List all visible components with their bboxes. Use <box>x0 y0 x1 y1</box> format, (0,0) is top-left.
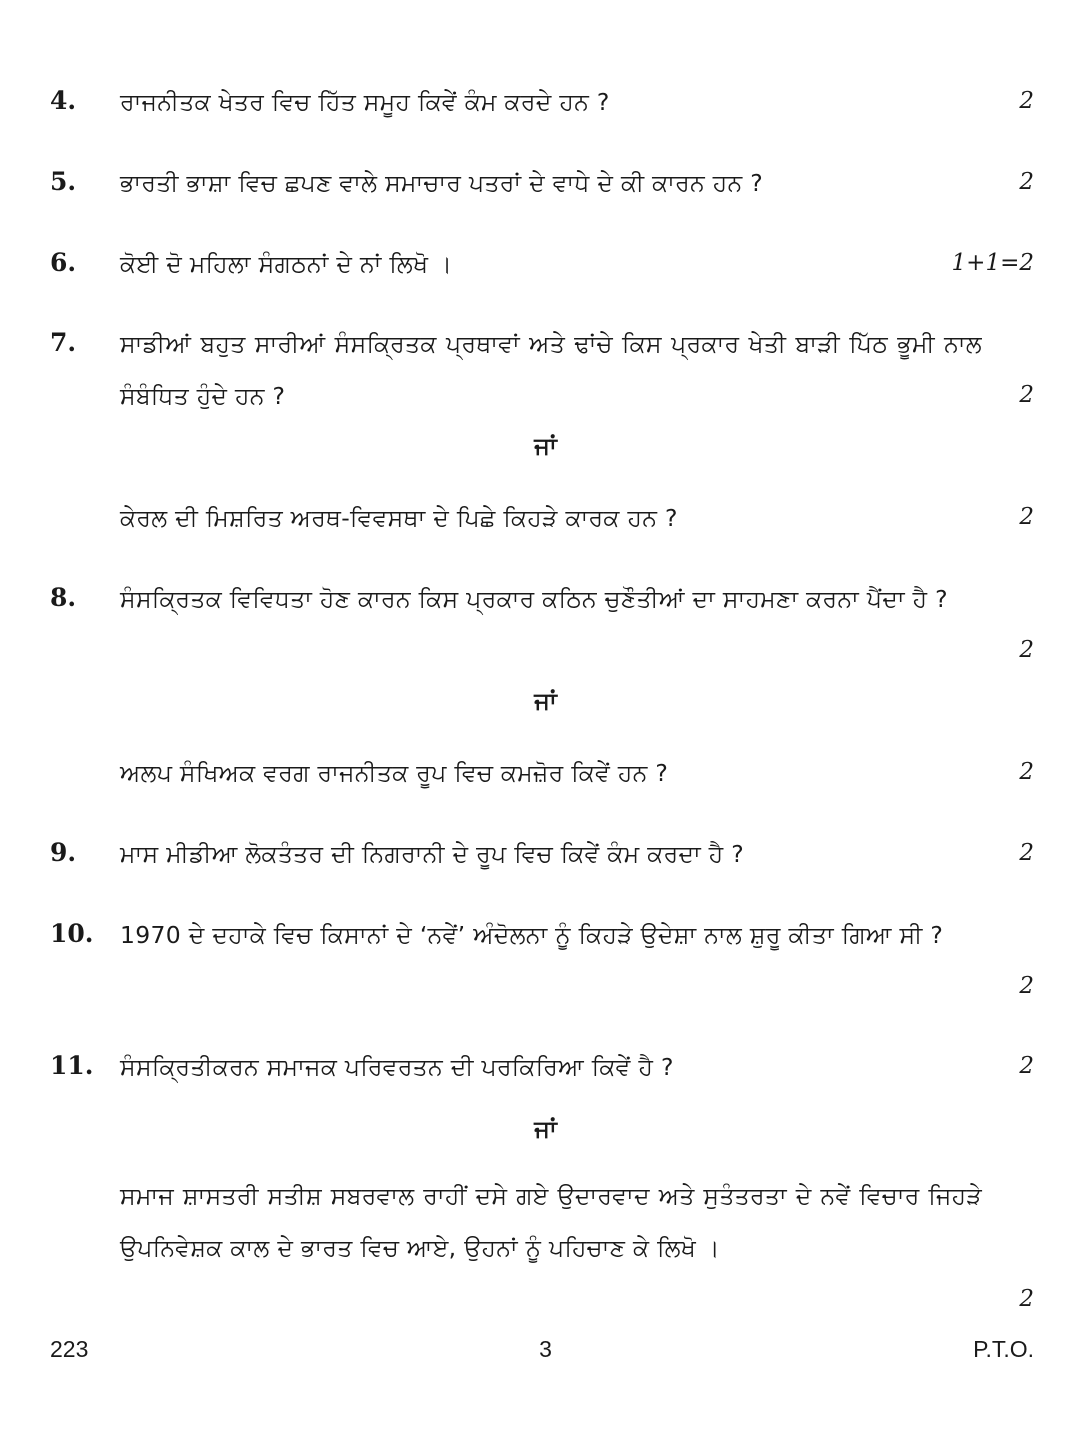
pto-label: P.T.O. <box>973 1336 1034 1362</box>
question-marks: 2 <box>1019 973 1034 999</box>
question-number: 4. <box>50 86 77 115</box>
question-number: 9. <box>50 838 77 867</box>
question-marks: 2 <box>1019 504 1034 530</box>
question-marks: 2 <box>1019 1286 1034 1312</box>
question-number: 7. <box>50 328 77 357</box>
question-number: 10. <box>50 919 94 948</box>
paper-code: 223 <box>50 1336 89 1362</box>
or-label: ਜਾਂ <box>534 687 557 715</box>
question-marks: 2 <box>1019 1053 1034 1079</box>
question-marks: 2 <box>1019 759 1034 785</box>
question-marks: 2 <box>1019 840 1034 866</box>
question-text: ਸੰਸਕ੍ਰਿਤੀਕਰਨ ਸਮਾਜਕ ਪਰਿਵਰਤਨ ਦੀ ਪਰਕਿਰਿਆ ਕਿਵੇਂ ਹੈ ? <box>120 1053 674 1081</box>
question-marks: 2 <box>1019 169 1034 195</box>
question-number: 11. <box>50 1051 94 1080</box>
question-text: ਸਾਡੀਆਂ ਬਹੁਤ ਸਾਰੀਆਂ ਸੰਸਕ੍ਰਿਤਕ ਪ੍ਰਥਾਵਾਂ ਅਤੇ ਢਾਂਚੇ ਕਿਸ ਪ੍ਰਕਾਰ ਖੇਤੀ ਬਾੜੀ ਪਿੱਠ ਭੂਮੀ ਨਾਲ ਸੰਬੰਧਿਤ ਹੁੰਦੇ ਹਨ ? <box>120 330 982 410</box>
question-text: ਰਾਜਨੀਤਕ ਖੇਤਰ ਵਿਚ ਹਿੱਤ ਸਮੂਹ ਕਿਵੇਂ ਕੰਮ ਕਰਦੇ ਹਨ ? <box>120 88 610 116</box>
question-marks: 1+1=2 <box>951 250 1034 276</box>
question-text: ਮਾਸ ਮੀਡੀਆ ਲੋਕਤੰਤਰ ਦੀ ਨਿਗਰਾਨੀ ਦੇ ਰੂਪ ਵਿਚ ਕਿਵੇਂ ਕੰਮ ਕਰਦਾ ਹੈ ? <box>120 840 745 868</box>
question-marks: 2 <box>1019 88 1034 114</box>
question-marks: 2 <box>1019 637 1034 663</box>
question-number: 5. <box>50 167 77 196</box>
question-number: 8. <box>50 583 77 612</box>
question-text: ਕੋਈ ਦੋ ਮਹਿਲਾ ਸੰਗਠਨਾਂ ਦੇ ਨਾਂ ਲਿਖੋ । <box>120 250 453 278</box>
question-text: ਭਾਰਤੀ ਭਾਸ਼ਾ ਵਿਚ ਛਪਣ ਵਾਲੇ ਸਮਾਚਾਰ ਪਤਰਾਂ ਦੇ ਵਾਧੇ ਦੇ ਕੀ ਕਾਰਨ ਹਨ ? <box>120 169 764 197</box>
question-alt-text: ਅਲਪ ਸੰਖਿਅਕ ਵਰਗ ਰਾਜਨੀਤਕ ਰੂਪ ਵਿਚ ਕਮਜ਼ੋਰ ਕਿਵੇਂ ਹਨ ? <box>120 759 669 787</box>
question-alt-text: ਸਮਾਜ ਸ਼ਾਸਤਰੀ ਸਤੀਸ਼ ਸਬਰਵਾਲ ਰਾਹੀਂ ਦਸੇ ਗਏ ਉਦਾਰਵਾਦ ਅਤੇ ਸੁਤੰਤਰਤਾ ਦੇ ਨਵੇਂ ਵਿਚਾਰ ਜਿਹੜੇ ਉਪਨਿਵੇਸ਼ਕ ਕਾਲ ਦੇ ਭਾਰਤ ਵਿਚ ਆਏ, ਉਹਨਾਂ ਨੂੰ ਪਹਿਚਾਣ ਕੇ ਲਿਖੋ । <box>120 1182 982 1262</box>
or-label: ਜਾਂ <box>534 1115 557 1143</box>
question-text: 1970 ਦੇ ਦਹਾਕੇ ਵਿਚ ਕਿਸਾਨਾਂ ਦੇ ‘ਨਵੇਂ’ ਅੰਦੋਲਨਾ ਨੂੰ ਕਿਹੜੇ ਉਦੇਸ਼ਾ ਨਾਲ ਸ਼ੁਰੂ ਕੀਤਾ ਗਿਆ ਸੀ ? <box>120 921 944 949</box>
or-label: ਜਾਂ <box>534 432 557 460</box>
page-number: 3 <box>539 1336 552 1362</box>
question-marks: 2 <box>1019 382 1034 408</box>
question-text: ਸੰਸਕ੍ਰਿਤਕ ਵਿਵਿਧਤਾ ਹੋਣ ਕਾਰਨ ਕਿਸ ਪ੍ਰਕਾਰ ਕਠਿਨ ਚੁਣੌਤੀਆਂ ਦਾ ਸਾਹਮਣਾ ਕਰਨਾ ਪੈਂਦਾ ਹੈ ? <box>120 585 948 613</box>
question-number: 6. <box>50 248 77 277</box>
question-alt-text: ਕੇਰਲ ਦੀ ਮਿਸ਼ਰਿਤ ਅਰਥ-ਵਿਵਸਥਾ ਦੇ ਪਿਛੇ ਕਿਹੜੇ ਕਾਰਕ ਹਨ ? <box>120 504 678 532</box>
